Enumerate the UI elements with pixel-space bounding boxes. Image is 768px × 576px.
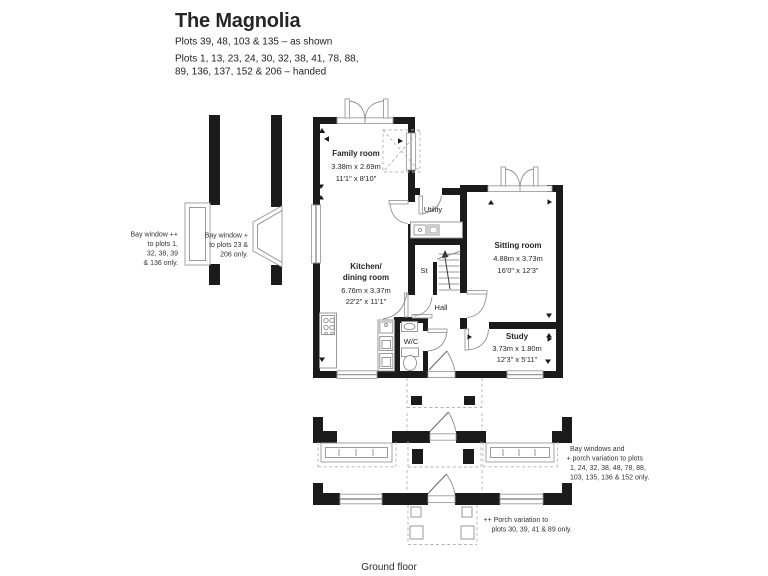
bay-squared-note: Bay window ++: [130, 231, 178, 239]
svg-text:to plots 1,: to plots 1,: [147, 241, 178, 248]
plots-handed-line-1: Plots 1, 13, 23, 24, 30, 32, 38, 41, 78, 88,: [175, 53, 359, 65]
sitting-room-label: Sitting room: [494, 241, 542, 250]
header: [175, 10, 358, 78]
svg-text:103, 135, 136 & 152 only.: 103, 135, 136 & 152 only.: [570, 474, 650, 482]
utility-label: Utility: [423, 205, 443, 214]
wc-fixtures: [402, 322, 419, 371]
porch-variation-note: ++ Porch variation to: [483, 517, 549, 524]
svg-text:3.38m x 2.69m: 3.38m x 2.69m: [331, 162, 381, 171]
svg-text:dining room: dining room: [342, 273, 390, 282]
utility-fixtures: [411, 222, 463, 238]
floor-label: Ground floor: [361, 562, 417, 573]
svg-text:4.88m x 3.73m: 4.88m x 3.73m: [493, 254, 543, 263]
page-title: The Magnolia: [175, 10, 301, 32]
bay-canted-note: Bay window +: [204, 232, 248, 240]
svg-text:206 only.: 206 only.: [220, 251, 248, 259]
svg-text:plots 30, 39, 41 & 89 only.: plots 30, 39, 41 & 89 only.: [491, 526, 572, 534]
svg-text:11'1" x 8'10": 11'1" x 8'10": [335, 174, 377, 183]
svg-text:32, 38, 39: 32, 38, 39: [146, 250, 178, 258]
svg-text:16'0" x 12'3": 16'0" x 12'3": [497, 266, 539, 275]
family-room-label: Family room: [332, 149, 380, 158]
svg-text:+ porch variation to plots: + porch variation to plots: [566, 455, 643, 463]
svg-text:6.76m x 3.37m: 6.76m x 3.37m: [341, 286, 391, 295]
wc-label: W/C: [403, 337, 419, 346]
plots-shown-line: Plots 39, 48, 103 & 135 – as shown: [175, 36, 333, 48]
svg-text:3.73m x 1.80m: 3.73m x 1.80m: [492, 344, 542, 353]
study-label: Study: [505, 332, 529, 341]
bay-window-squared-variant: [131, 115, 220, 285]
bay-porch-variation-strip: [313, 412, 649, 482]
plots-handed-line-2: 89, 136, 137, 152 & 206 – handed: [175, 66, 327, 78]
staircase: [437, 250, 461, 290]
svg-text:1, 24, 32, 38, 48, 78, 88,: 1, 24, 32, 38, 48, 78, 88,: [570, 465, 646, 472]
svg-text:22'2" x 11'1": 22'2" x 11'1": [345, 297, 387, 306]
kitchen-fixtures: [320, 313, 395, 371]
svg-text:to plots 23 &: to plots 23 &: [209, 242, 248, 249]
bay-porch-note: Bay windows and: [570, 446, 625, 453]
svg-text:12'3" x 5'11": 12'3" x 5'11": [496, 355, 538, 364]
store-label: St: [420, 266, 428, 275]
hall-label: Hall: [434, 303, 448, 312]
kitchen-dining-label: Kitchen/: [350, 262, 382, 271]
svg-text:& 136 only.: & 136 only.: [143, 260, 178, 267]
porch-variation-strip: [313, 474, 572, 545]
